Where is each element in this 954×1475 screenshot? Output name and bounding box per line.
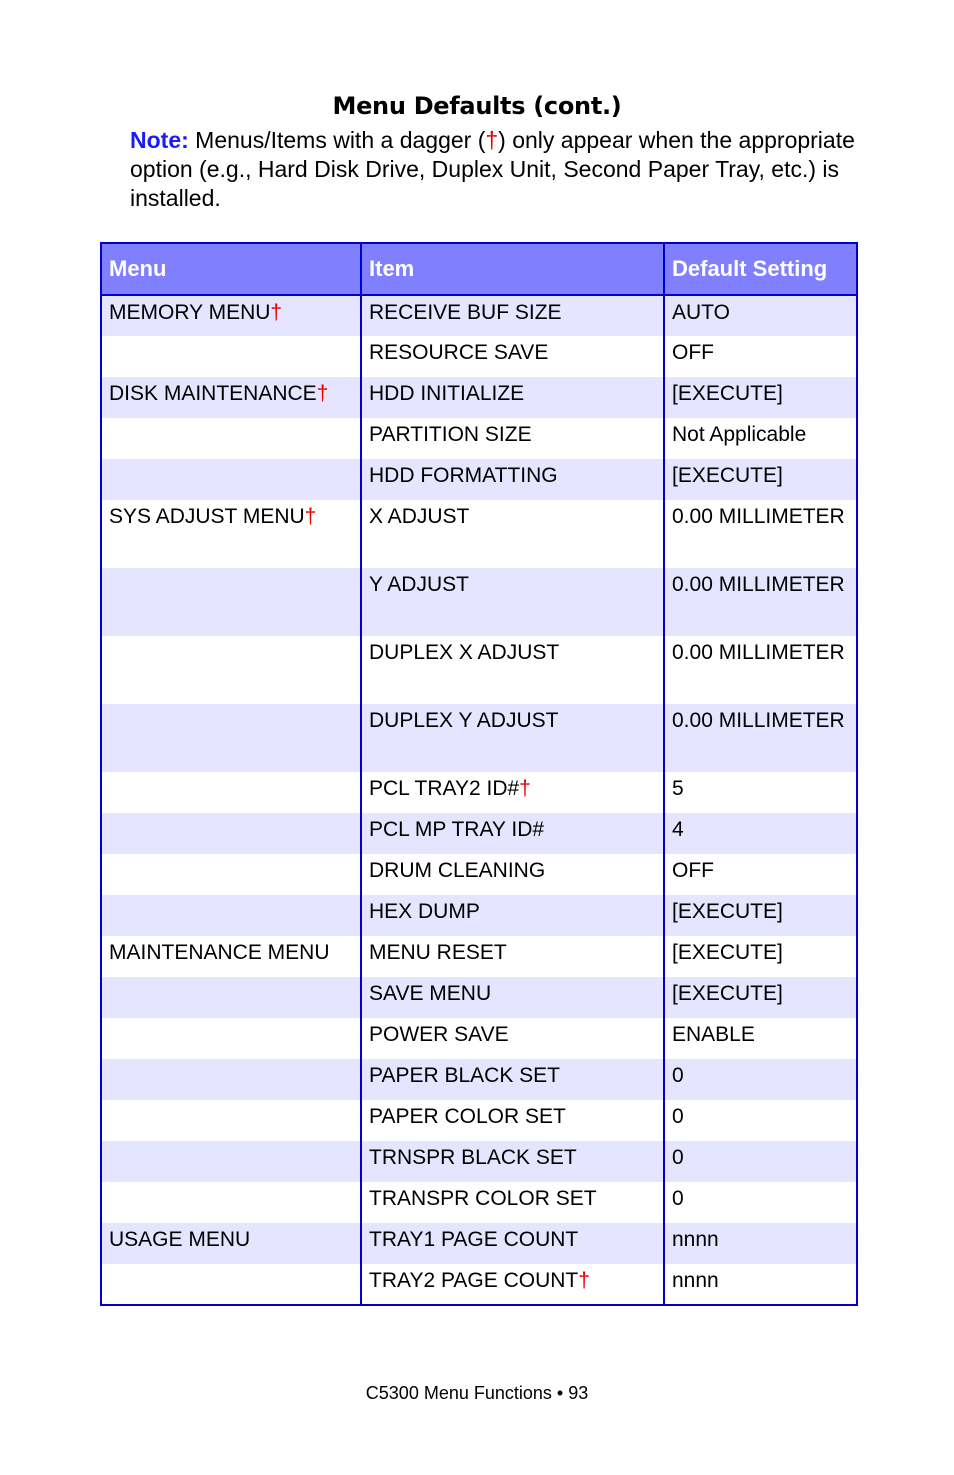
cell-default-setting	[664, 336, 857, 377]
dagger-symbol: †	[519, 777, 531, 800]
cell-menu	[101, 459, 361, 500]
cell-item-text: PAPER BLACK SET	[369, 1064, 561, 1087]
cell-item-text: PCL TRAY2 ID#	[369, 777, 520, 800]
cell-item	[361, 336, 664, 377]
cell-item-text: TRAY2 PAGE COUNT	[369, 1269, 579, 1292]
cell-menu	[101, 636, 361, 704]
table-row	[101, 1059, 857, 1100]
cell-default-setting	[664, 377, 857, 418]
cell-item	[361, 1141, 664, 1182]
cell-menu	[101, 1100, 361, 1141]
dagger-symbol: †	[485, 127, 499, 153]
cell-default-setting	[664, 1100, 857, 1141]
cell-menu	[101, 1182, 361, 1223]
cell-default-setting-text: 0	[672, 1105, 684, 1128]
cell-default-setting	[664, 977, 857, 1018]
cell-item	[361, 704, 664, 772]
cell-item	[361, 568, 664, 636]
cell-item-text: DUPLEX X ADJUST	[369, 641, 560, 664]
table-row	[101, 704, 857, 772]
cell-menu	[101, 418, 361, 459]
cell-item	[361, 1100, 664, 1141]
cell-default-setting	[664, 568, 857, 636]
cell-default-setting	[664, 1141, 857, 1182]
note-label: Note:	[130, 127, 189, 153]
cell-default-setting	[664, 813, 857, 854]
cell-default-setting-text: [EXECUTE]	[672, 382, 783, 405]
cell-menu	[101, 977, 361, 1018]
dagger-symbol: †	[316, 382, 329, 405]
cell-default-setting-text: nnnn	[672, 1228, 719, 1251]
table-header-row	[101, 243, 857, 295]
cell-item	[361, 459, 664, 500]
cell-default-setting-text: 4	[672, 818, 684, 841]
cell-default-setting	[664, 295, 857, 336]
cell-default-setting-text: ENABLE	[672, 1023, 755, 1046]
cell-default-setting-text: [EXECUTE]	[672, 941, 783, 964]
table-row	[101, 1141, 857, 1182]
cell-menu	[101, 295, 361, 336]
cell-default-setting-text: 5	[672, 777, 684, 800]
cell-menu-text: MEMORY MENU	[109, 301, 271, 324]
cell-default-setting	[664, 704, 857, 772]
cell-default-setting	[664, 1018, 857, 1059]
cell-menu-text: USAGE MENU	[109, 1228, 251, 1251]
cell-item-text: SAVE MENU	[369, 982, 492, 1005]
cell-item	[361, 1182, 664, 1223]
cell-menu	[101, 1018, 361, 1059]
table-row	[101, 1182, 857, 1223]
cell-default-setting-text: Not Applicable	[672, 423, 807, 446]
cell-item	[361, 854, 664, 895]
cell-item	[361, 977, 664, 1018]
cell-item	[361, 1223, 664, 1264]
cell-item	[361, 636, 664, 704]
header-default-setting: Default Setting	[664, 243, 857, 295]
table-row	[101, 895, 857, 936]
cell-default-setting-text: 0.00 MILLIMETER	[672, 573, 845, 596]
cell-default-setting	[664, 1059, 857, 1100]
table-row	[101, 1223, 857, 1264]
cell-item-text: PCL MP TRAY ID#	[369, 818, 545, 841]
cell-default-setting-text: [EXECUTE]	[672, 900, 783, 923]
table-row	[101, 459, 857, 500]
cell-default-setting	[664, 936, 857, 977]
cell-menu	[101, 1264, 361, 1305]
cell-item	[361, 1264, 664, 1305]
cell-menu	[101, 336, 361, 377]
cell-item-text: TRAY1 PAGE COUNT	[369, 1228, 579, 1251]
cell-default-setting-text: 0	[672, 1187, 684, 1210]
header-menu: Menu	[101, 243, 361, 295]
cell-item	[361, 936, 664, 977]
cell-menu	[101, 936, 361, 977]
dagger-symbol: †	[578, 1269, 590, 1292]
cell-default-setting-text: 0.00 MILLIMETER	[672, 709, 845, 732]
cell-item-text: Y ADJUST	[369, 573, 469, 596]
cell-default-setting-text: AUTO	[672, 301, 730, 324]
table-row	[101, 418, 857, 459]
cell-menu	[101, 772, 361, 813]
table-row	[101, 936, 857, 977]
cell-menu	[101, 813, 361, 854]
cell-item-text: RESOURCE SAVE	[369, 341, 549, 364]
page-title: Menu Defaults (cont.)	[332, 92, 622, 120]
cell-menu	[101, 568, 361, 636]
dagger-symbol: †	[304, 505, 317, 528]
cell-menu-text: DISK MAINTENANCE	[109, 382, 317, 405]
cell-menu	[101, 895, 361, 936]
table-row	[101, 336, 857, 377]
cell-item	[361, 1059, 664, 1100]
cell-item	[361, 772, 664, 813]
cell-menu	[101, 1223, 361, 1264]
cell-default-setting-text: [EXECUTE]	[672, 982, 783, 1005]
cell-item-text: DUPLEX Y ADJUST	[369, 709, 559, 732]
cell-item-text: MENU RESET	[369, 941, 507, 964]
cell-default-setting	[664, 418, 857, 459]
table-row	[101, 295, 857, 336]
table-row	[101, 772, 857, 813]
cell-item-text: POWER SAVE	[369, 1023, 509, 1046]
cell-default-setting-text: 0	[672, 1146, 684, 1169]
cell-default-setting-text: 0	[672, 1064, 684, 1087]
cell-item-text: TRANSPR COLOR SET	[369, 1187, 597, 1210]
cell-default-setting-text: OFF	[672, 859, 714, 882]
dagger-symbol: †	[270, 301, 283, 324]
cell-item	[361, 895, 664, 936]
cell-default-setting	[664, 636, 857, 704]
note-paragraph	[130, 126, 870, 213]
cell-default-setting	[664, 459, 857, 500]
cell-default-setting-text: nnnn	[672, 1269, 719, 1292]
cell-menu	[101, 377, 361, 418]
table-row	[101, 1264, 857, 1305]
cell-item	[361, 418, 664, 459]
cell-item-text: PARTITION SIZE	[369, 423, 532, 446]
cell-menu	[101, 1059, 361, 1100]
cell-item-text: X ADJUST	[369, 505, 470, 528]
table-row	[101, 500, 857, 568]
table-row	[101, 1100, 857, 1141]
cell-default-setting	[664, 500, 857, 568]
cell-item	[361, 377, 664, 418]
cell-item-text: RECEIVE BUF SIZE	[369, 301, 562, 324]
table-row	[101, 377, 857, 418]
cell-default-setting-text: 0.00 MILLIMETER	[672, 641, 845, 664]
cell-item-text: HDD FORMATTING	[369, 464, 558, 487]
cell-menu	[101, 704, 361, 772]
cell-default-setting	[664, 772, 857, 813]
cell-default-setting	[664, 1264, 857, 1305]
cell-default-setting-text: 0.00 MILLIMETER	[672, 505, 845, 528]
cell-menu	[101, 854, 361, 895]
note-text-before: Menus/Items with a dagger (	[188, 127, 486, 153]
table-row	[101, 813, 857, 854]
cell-item-text: HDD INITIALIZE	[369, 382, 525, 405]
cell-default-setting	[664, 854, 857, 895]
cell-item-text: PAPER COLOR SET	[369, 1105, 566, 1128]
table-row	[101, 854, 857, 895]
cell-item	[361, 813, 664, 854]
cell-default-setting-text: [EXECUTE]	[672, 464, 783, 487]
cell-item-text: TRNSPR BLACK SET	[369, 1146, 577, 1169]
menu-defaults-table	[100, 242, 858, 1306]
cell-item-text: DRUM CLEANING	[369, 859, 546, 882]
cell-menu-text: SYS ADJUST MENU	[109, 505, 305, 528]
cell-menu	[101, 1141, 361, 1182]
cell-default-setting	[664, 1182, 857, 1223]
cell-default-setting	[664, 1223, 857, 1264]
header-item: Item	[361, 243, 664, 295]
cell-default-setting	[664, 895, 857, 936]
page-footer: C5300 Menu Functions • 93	[365, 1383, 589, 1403]
table-row	[101, 636, 857, 704]
cell-menu-text: MAINTENANCE MENU	[109, 941, 330, 964]
note-text-after: ) only appear when the appropriate option (e.g., Hard Disk Drive, Duplex Unit, Second Paper Tray, etc.) is installed.	[130, 127, 855, 211]
table-row	[101, 977, 857, 1018]
cell-item-text: HEX DUMP	[369, 900, 480, 923]
cell-item	[361, 1018, 664, 1059]
cell-default-setting-text: OFF	[672, 341, 714, 364]
table-row	[101, 568, 857, 636]
cell-menu	[101, 500, 361, 568]
cell-item	[361, 295, 664, 336]
table-row	[101, 1018, 857, 1059]
cell-item	[361, 500, 664, 568]
